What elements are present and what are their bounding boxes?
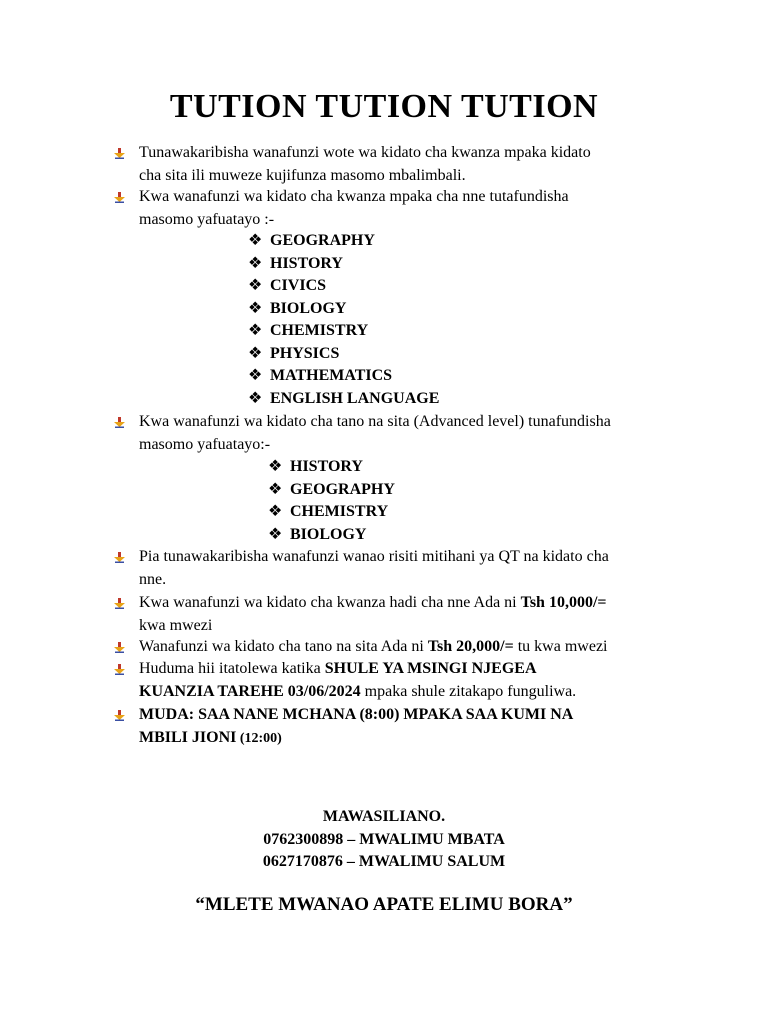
bullet-qt-line1: Pia tunawakaribisha wanafunzi wanao risiti mitihani ya QT na kidato cha [139,548,609,565]
fee-advanced-amount: Tsh 20,000/= [427,638,514,655]
bullet-qt-line2: nne. [139,570,167,588]
bullet-welcome-line2: cha sita ili muweze kujifunza masomo mbalimbali. [139,166,466,184]
subject-item [268,524,395,547]
diamond-bullet-icon: ❖ [268,503,283,520]
bullet-welcome [139,142,739,187]
diamond-bullet-icon: ❖ [248,254,263,272]
subject-label: CHEMISTRY [290,503,389,520]
subject-label: BIOLOGY [290,525,367,543]
subject-label: CHEMISTRY [270,322,369,339]
subject-label: GEOGRAPHY [290,480,395,498]
subject-item [268,456,395,479]
diamond-bullet-icon: ❖ [248,367,263,384]
diamond-bullet-icon: ❖ [268,525,283,543]
subject-item [248,253,439,276]
fee-ordinary-line2: kwa mwezi [139,616,213,634]
arrow-bullet-icon [114,642,125,653]
diamond-bullet-icon: ❖ [268,480,283,498]
time-line1: MUDA: SAA NANE MCHANA (8:00) MPAKA SAA KUMI NA [139,706,574,723]
bullet-fee-ordinary [139,592,739,637]
time-line2: MBILI JIONI [139,728,237,746]
subject-item [268,479,395,502]
subject-item [248,343,439,366]
arrow-bullet-icon [114,710,125,721]
fee-ordinary-amount: Tsh 10,000/= [520,594,607,611]
bullet-venue [139,658,739,703]
subject-label: HISTORY [290,458,363,475]
bullet-qt-students [139,546,739,591]
page-title: TUTION TUTION TUTION [169,88,599,125]
diamond-bullet-icon: ❖ [248,389,263,407]
subject-label: PHYSICS [270,344,340,362]
arrow-bullet-icon [114,598,125,609]
fee-ordinary-text: Kwa wanafunzi wa kidato cha kwanza hadi cha nne Ada ni [139,594,521,611]
venue-until-text: mpaka shule zitakapo funguliwa. [360,682,577,700]
bullet-ordinary-level [139,186,739,231]
time-end-hour: (12:00) [236,730,282,746]
subject-item [248,230,439,253]
ordinary-level-subject-list [248,230,439,410]
venue-school: SHULE YA MSINGI NJEGEA [324,660,537,677]
subject-item [248,320,439,343]
bullet-advanced-level [139,411,739,456]
diamond-bullet-icon: ❖ [248,277,263,294]
bullet-fee-advanced [139,636,739,659]
bullet-welcome-line1: Tunawakaribisha wanafunzi wote wa kidato cha kwanza mpaka kidato [139,144,591,161]
subject-item [248,365,439,388]
subject-label: HISTORY [270,254,343,272]
bullet-advanced-line2: masomo yafuatayo:- [139,435,271,453]
diamond-bullet-icon: ❖ [248,344,263,362]
arrow-bullet-icon [114,664,125,675]
slogan: “MLETE MWANAO APATE ELIMU BORA” [195,894,573,915]
diamond-bullet-icon: ❖ [248,299,263,317]
subject-label: ENGLISH LANGUAGE [270,389,440,407]
arrow-bullet-icon [114,552,125,563]
subject-label: CIVICS [270,277,327,294]
diamond-bullet-icon: ❖ [248,322,263,339]
venue-text: Huduma hii itatolewa katika [139,660,325,677]
arrow-bullet-icon [114,417,125,428]
bullet-ordinary-line1: Kwa wanafunzi wa kidato cha kwanza mpaka cha nne tutafundisha [139,188,569,205]
fee-advanced-suffix: tu kwa mwezi [513,638,608,655]
arrow-bullet-icon [114,148,125,159]
venue-start-date: KUANZIA TAREHE 03/06/2024 [139,682,361,700]
bullet-ordinary-line2: masomo yafuatayo :- [139,210,275,228]
subject-item [248,388,439,411]
subject-item [268,501,395,524]
subject-item [248,298,439,321]
arrow-bullet-icon [114,192,125,203]
diamond-bullet-icon: ❖ [268,458,283,475]
contacts-heading: MAWASILIANO. [322,808,446,825]
subject-item [248,275,439,298]
fee-advanced-text: Wanafunzi wa kidato cha tano na sita Ada ni [139,638,428,655]
bullet-time [139,704,739,750]
advanced-level-subject-list [268,456,395,546]
contact-line-salum: 0627170876 – MWALIMU SALUM [262,853,506,870]
subject-label: BIOLOGY [270,299,347,317]
subject-label: MATHEMATICS [270,367,393,384]
diamond-bullet-icon: ❖ [248,232,263,249]
bullet-advanced-line1: Kwa wanafunzi wa kidato cha tano na sita (Advanced level) tunafundisha [139,413,611,430]
subject-label: GEOGRAPHY [270,232,375,249]
contact-line-mbata: 0762300898 – MWALIMU MBATA [263,831,505,848]
